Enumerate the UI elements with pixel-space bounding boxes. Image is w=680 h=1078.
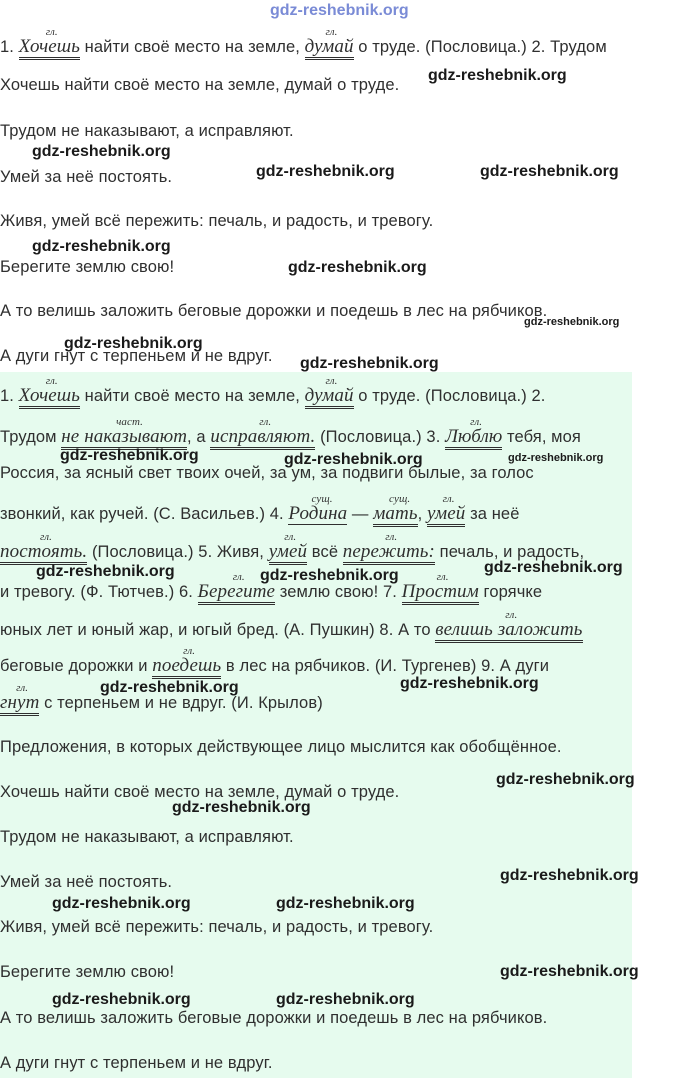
watermark: gdz-reshebnik.org <box>300 355 439 372</box>
pos-label: гл. <box>45 26 58 38</box>
text: — <box>347 505 374 523</box>
pos-label: гл. <box>436 571 449 583</box>
top-sentence-7: А дуги гнут с терпеньем и не вдруг. <box>0 347 273 365</box>
text: найти своё место на земле, <box>79 387 305 405</box>
annotated-word <box>152 645 222 676</box>
watermark: gdz-reshebnik.org <box>32 143 171 160</box>
answer-sentence-2: Трудом не наказывают, а исправляют. <box>0 828 294 846</box>
watermark: gdz-reshebnik.org <box>256 163 395 180</box>
pos-label: гл. <box>232 571 245 583</box>
predicate-word: Люблю <box>445 426 502 450</box>
pos-label: сущ. <box>311 493 333 505</box>
predicate-word: думай <box>305 36 354 60</box>
watermark: gdz-reshebnik.org <box>500 963 639 980</box>
pos-label: част. <box>116 416 144 428</box>
text: (Пословица.) 5. Живя, <box>87 543 269 561</box>
text: за неё <box>465 505 520 523</box>
predicate-word: умей <box>269 541 307 565</box>
answer-sentence-3: Умей за неё постоять. <box>0 873 173 891</box>
watermark: gdz-reshebnik.org <box>172 799 311 816</box>
answer-sentence-7: А дуги гнут с терпеньем и не вдруг. <box>0 1054 273 1072</box>
predicate-word: умей <box>427 503 465 527</box>
text: и тревогу. (Ф. Тютчев.) 6. <box>0 583 198 601</box>
watermark: gdz-reshebnik.org <box>60 447 199 464</box>
annotated-word <box>401 571 479 602</box>
text: 1. <box>0 38 19 56</box>
answer-sentence-1: Хочешь найти своё место на земле, думай о труде. <box>0 783 400 801</box>
top-sentence-4: Живя, умей всё пережить: печаль, и радость, и тревогу. <box>0 212 434 230</box>
text: землю свою! 7. <box>275 583 402 601</box>
answer-sentence-5: Берегите землю свою! <box>0 963 175 981</box>
predicate-word: Хочешь <box>19 36 80 60</box>
annotated-word <box>445 416 503 447</box>
text: юных лет и юный жар, и югый бред. (А. Пушкин) 8. А то <box>0 621 436 639</box>
watermark: gdz-reshebnik.org <box>484 559 623 576</box>
pos-label: гл. <box>325 375 338 387</box>
text: с терпеньем и не вдруг. (И. Крылов) <box>39 694 323 712</box>
annotated-word <box>304 375 354 406</box>
watermark: gdz-reshebnik.org <box>428 67 567 84</box>
pos-label: гл. <box>470 416 483 428</box>
predicate-word: поедешь <box>152 655 221 679</box>
watermark: gdz-reshebnik.org <box>524 316 620 328</box>
watermark: gdz-reshebnik.org <box>508 452 604 464</box>
annotated-word <box>268 531 308 562</box>
annotated-word <box>0 682 40 713</box>
watermark: gdz-reshebnik.org <box>260 567 399 584</box>
pos-label: гл. <box>505 609 518 621</box>
top-sentence-6: А то велишь заложить беговые дорожки и поедешь в лес на рябчиков. <box>0 302 548 320</box>
watermark: gdz-reshebnik.org <box>480 163 619 180</box>
annotated-word <box>197 571 276 602</box>
text: , а <box>187 428 211 446</box>
pos-label: гл. <box>284 531 297 543</box>
watermark: gdz-reshebnik.org <box>32 238 171 255</box>
answer-line-3: Россия, за ясный свет твоих очей, за ум, за подвиги былые, за голос <box>0 464 534 482</box>
watermark: gdz-reshebnik.org <box>36 563 175 580</box>
predicate-word: пережить: <box>343 541 435 565</box>
text: найти своё место на земле, <box>79 38 305 56</box>
predicate-word: постоять. <box>0 541 87 565</box>
pos-label: гл. <box>40 531 53 543</box>
answer-line-1 <box>0 375 546 407</box>
text: всё <box>307 543 343 561</box>
watermark: gdz-reshebnik.org <box>276 895 415 912</box>
watermark: gdz-reshebnik.org <box>276 991 415 1008</box>
text: горячке <box>478 583 543 601</box>
predicate-word: Простим <box>402 581 479 605</box>
text: (Пословица.) 3. <box>315 428 446 446</box>
answer-line-7 <box>0 609 583 641</box>
pos-label: гл. <box>183 645 196 657</box>
answer-heading: Предложения, в которых действующее лицо мыслится как обобщённое. <box>0 738 562 756</box>
pos-label: гл. <box>45 375 58 387</box>
top-sentence-1: Хочешь найти своё место на земле, думай о труде. <box>0 76 400 94</box>
watermark: gdz-reshebnik.org <box>64 335 203 352</box>
text: , <box>417 505 427 523</box>
annotated-word <box>342 531 435 562</box>
annotated-word <box>18 375 80 406</box>
top-line-1 <box>0 26 607 58</box>
predicate-word: не наказывают <box>61 426 187 450</box>
annotated-word <box>426 493 466 524</box>
top-sentence-3: Умей за неё постоять. <box>0 168 173 186</box>
watermark: gdz-reshebnik.org <box>496 771 635 788</box>
watermark: gdz-reshebnik.org <box>500 867 639 884</box>
annotated-word <box>61 416 188 447</box>
watermark: gdz-reshebnik.org <box>288 259 427 276</box>
predicate-word: исправляют. <box>210 426 315 450</box>
top-sentence-2: Трудом не наказывают, а исправляют. <box>0 122 294 140</box>
pos-label: гл. <box>442 493 455 505</box>
watermark: gdz-reshebnik.org <box>400 675 539 692</box>
text: о труде. (Пословица.) 2. <box>353 387 546 405</box>
pos-label: гл. <box>259 416 272 428</box>
text: о труде. (Пословица.) 2. Трудом <box>353 38 607 56</box>
text: тебя, моя <box>502 428 581 446</box>
watermark: gdz-reshebnik.org <box>52 991 191 1008</box>
annotated-word <box>288 493 348 524</box>
pos-label: гл. <box>325 26 338 38</box>
text: печаль, и радость, <box>434 543 585 561</box>
text: Трудом <box>0 428 62 446</box>
predicate-word: велишь заложить <box>435 619 582 643</box>
subject-word: Родина <box>288 503 348 524</box>
annotated-word <box>435 609 583 640</box>
text: звонкий, как ручей. (С. Васильев.) 4. <box>0 505 289 523</box>
pos-label: гл. <box>16 682 29 694</box>
predicate-word: думай <box>305 385 354 409</box>
watermark: gdz-reshebnik.org <box>52 895 191 912</box>
top-sentence-5: Берегите землю свою! <box>0 258 175 276</box>
watermark: gdz-reshebnik.org <box>100 679 239 696</box>
annotated-word <box>210 416 316 447</box>
text: в лес на рябчиков. (И. Тургенев) 9. А дуги <box>221 657 550 675</box>
annotated-word <box>373 493 418 524</box>
answer-line-8 <box>0 645 550 677</box>
header-watermark: gdz-reshebnik.org <box>270 2 409 19</box>
answer-line-2 <box>0 416 581 448</box>
text: беговые дорожки и <box>0 657 153 675</box>
annotated-word <box>304 26 354 57</box>
pos-label: гл. <box>385 531 398 543</box>
answer-line-4 <box>0 493 520 525</box>
watermark: gdz-reshebnik.org <box>284 451 423 468</box>
predicate-word: Берегите <box>198 581 275 605</box>
predicate-word: Хочешь <box>19 385 80 409</box>
text: 1. <box>0 387 19 405</box>
predicate-word: гнут <box>0 692 39 716</box>
pos-label: сущ. <box>389 493 411 505</box>
answer-sentence-6: А то велишь заложить беговые дорожки и поедешь в лес на рябчиков. <box>0 1009 548 1027</box>
predicate-word: мать <box>373 503 417 527</box>
annotated-word <box>18 26 80 57</box>
annotated-word <box>0 531 88 562</box>
answer-sentence-4: Живя, умей всё пережить: печаль, и радость, и тревогу. <box>0 918 434 936</box>
